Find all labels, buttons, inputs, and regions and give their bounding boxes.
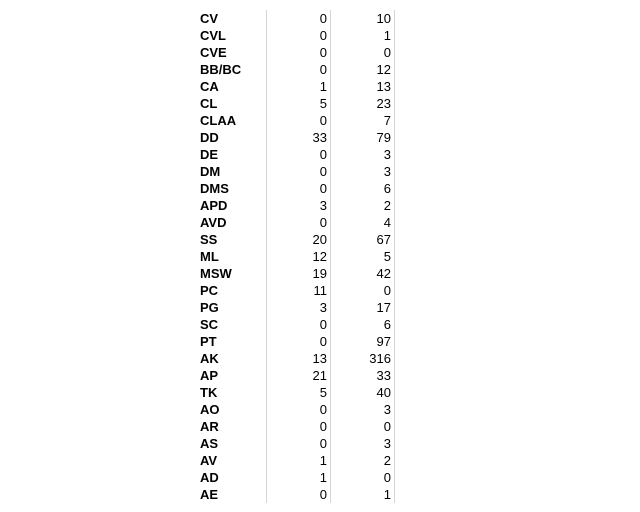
cell-count-b[interactable]: 1 [331,27,395,44]
cell-count-a[interactable]: 0 [267,486,331,503]
table-row [196,10,395,27]
cell-code[interactable]: CL [200,96,218,111]
table-row [196,146,395,163]
cell-count-b[interactable]: 316 [331,350,395,367]
cell-count-a[interactable]: 0 [267,10,331,27]
cell-code[interactable]: CA [200,79,219,94]
cell-count-a[interactable]: 0 [267,316,331,333]
cell-count-b[interactable]: 23 [331,95,395,112]
cell-count-a[interactable]: 21 [267,367,331,384]
table-row [196,486,395,503]
cell-count-b[interactable]: 67 [331,231,395,248]
cell-count-a[interactable]: 3 [267,197,331,214]
cell-code[interactable]: CVL [200,28,226,43]
cell-count-b[interactable]: 0 [331,282,395,299]
table-row [196,197,395,214]
cell-count-b[interactable]: 0 [331,469,395,486]
cell-code[interactable]: TK [200,385,218,400]
cell-code[interactable]: BB/BC [200,62,242,77]
cell-code[interactable]: PG [200,300,219,315]
cell-count-b[interactable]: 79 [331,129,395,146]
cell-code[interactable]: APD [200,198,228,213]
table-row [196,112,395,129]
spreadsheet-body [196,10,395,503]
cell-count-b[interactable]: 1 [331,486,395,503]
cell-code[interactable]: AP [200,368,219,383]
cell-code[interactable]: AK [200,351,219,366]
cell-count-a[interactable]: 0 [267,180,331,197]
cell-code[interactable]: AS [200,436,219,451]
table-row [196,401,395,418]
table-row [196,129,395,146]
cell-count-b[interactable]: 4 [331,214,395,231]
cell-count-a[interactable]: 0 [267,418,331,435]
cell-count-b[interactable]: 33 [331,367,395,384]
cell-count-b[interactable]: 0 [331,418,395,435]
cell-count-a[interactable]: 13 [267,350,331,367]
cell-code[interactable]: AD [200,470,219,485]
cell-code[interactable]: DD [200,130,219,145]
cell-code[interactable]: AO [200,402,220,417]
table-row [196,163,395,180]
table-row [196,180,395,197]
cell-count-b[interactable]: 0 [331,44,395,61]
cell-count-b[interactable]: 6 [331,316,395,333]
cell-count-a[interactable]: 0 [267,214,331,231]
table-row [196,350,395,367]
cell-count-a[interactable]: 0 [267,146,331,163]
cell-count-a[interactable]: 0 [267,112,331,129]
cell-count-a[interactable]: 0 [267,435,331,452]
table-row [196,61,395,78]
cell-code[interactable]: DE [200,147,219,162]
table-row [196,299,395,316]
table-row [196,418,395,435]
table-row [196,214,395,231]
table-row [196,367,395,384]
cell-count-a[interactable]: 1 [267,469,331,486]
cell-count-b[interactable]: 3 [331,401,395,418]
cell-count-b[interactable]: 3 [331,435,395,452]
cell-count-a[interactable]: 11 [267,282,331,299]
cell-count-a[interactable]: 0 [267,333,331,350]
cell-code[interactable]: AV [200,453,218,468]
cell-count-b[interactable]: 40 [331,384,395,401]
cell-code[interactable]: MSW [200,266,232,281]
cell-count-b[interactable]: 2 [331,197,395,214]
cell-count-b[interactable]: 17 [331,299,395,316]
cell-count-a[interactable]: 1 [267,452,331,469]
cell-count-a[interactable]: 33 [267,129,331,146]
cell-count-b[interactable]: 3 [331,146,395,163]
cell-count-b[interactable]: 10 [331,10,395,27]
table-row [196,435,395,452]
cell-code[interactable]: AVD [200,215,227,230]
cell-count-b[interactable]: 13 [331,78,395,95]
cell-code[interactable]: AE [200,487,219,502]
table-row [196,316,395,333]
table-row [196,282,395,299]
cell-count-b[interactable]: 3 [331,163,395,180]
cell-count-a[interactable]: 20 [267,231,331,248]
cell-count-b[interactable]: 5 [331,248,395,265]
cell-count-b[interactable]: 6 [331,180,395,197]
table-row [196,469,395,486]
table-row [196,78,395,95]
cell-count-a[interactable]: 0 [267,44,331,61]
cell-count-a[interactable]: 5 [267,95,331,112]
cell-code[interactable]: DMS [200,181,229,196]
cell-code[interactable]: CV [200,11,219,26]
table-row [196,95,395,112]
cell-code[interactable]: SS [200,232,218,247]
cell-count-a[interactable]: 1 [267,78,331,95]
cell-count-a[interactable]: 0 [267,163,331,180]
cell-code[interactable]: DM [200,164,221,179]
spreadsheet-table [196,10,395,503]
table-row [196,452,395,469]
cell-count-b[interactable]: 97 [331,333,395,350]
cell-count-a[interactable]: 5 [267,384,331,401]
cell-count-a[interactable]: 0 [267,61,331,78]
cell-code[interactable]: PT [200,334,217,349]
table-row [196,265,395,282]
cell-count-a[interactable]: 3 [267,299,331,316]
cell-count-b[interactable]: 12 [331,61,395,78]
table-row [196,333,395,350]
table-row [196,27,395,44]
cell-count-b[interactable]: 2 [331,452,395,469]
table-row [196,384,395,401]
cell-code[interactable]: AR [200,419,219,434]
table-row [196,248,395,265]
cell-count-a[interactable]: 0 [267,27,331,44]
table-row [196,44,395,61]
cell-code[interactable]: ML [200,249,219,264]
cell-code[interactable]: PC [200,283,219,298]
cell-count-a[interactable]: 12 [267,248,331,265]
cell-count-a[interactable]: 0 [267,401,331,418]
cell-code[interactable]: SC [200,317,219,332]
cell-count-a[interactable]: 19 [267,265,331,282]
cell-code[interactable]: CVE [200,45,227,60]
cell-count-b[interactable]: 7 [331,112,395,129]
cell-code[interactable]: CLAA [200,113,237,128]
cell-count-b[interactable]: 42 [331,265,395,282]
table-row [196,231,395,248]
